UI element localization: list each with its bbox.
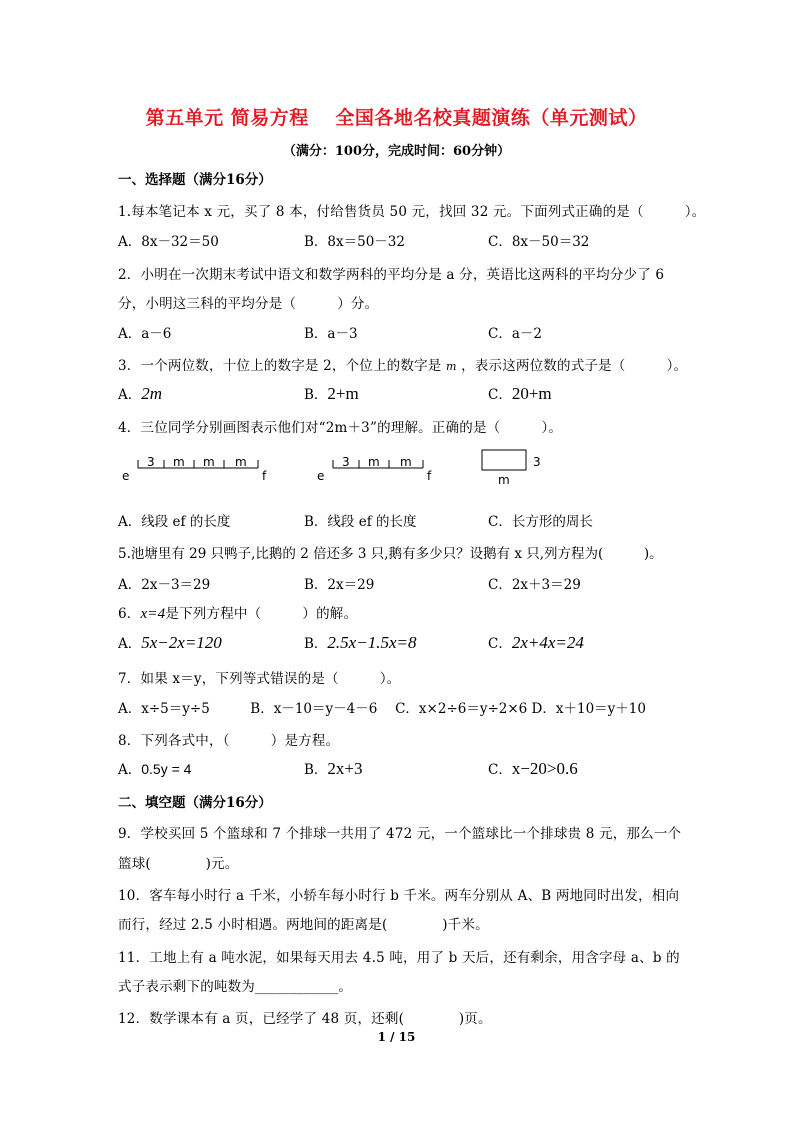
question-4: 4．三位同学分别画图表示他们对“2m＋3”的理解。正确的是（ ）。 [118, 420, 563, 436]
q3-stem-start: 3．一个两位数，十位上的数字是 2，个位上的数字是 [118, 358, 442, 374]
section-heading-fill-in: 二、填空题（满分16分） [118, 795, 272, 811]
q6-a-expr: 5x−2x=120 [141, 633, 222, 652]
question-12: 12．数学课本有 a 页，已经学了 48 页，还剩( )页。 [118, 1011, 492, 1027]
fig2-label-m-1: m [368, 455, 380, 469]
q5-option-b: B．2x＝29 [304, 577, 375, 593]
question-8: 8．下列各式中，（ ）是方程。 [118, 733, 340, 749]
q2-option-a: A．a－6 [118, 326, 172, 342]
q3-option-b: B．2+m [304, 384, 359, 403]
q1-option-b: B．8x＝50－32 [304, 234, 405, 250]
q7-options: A．x÷5＝y÷5 B．x－10＝y－4－6 C．x×2÷6＝y÷2×6 D．x＋10＝y＋10 [118, 701, 646, 717]
question-1: 1.每本笔记本 x 元，买了 8 本，付给售货员 50 元，找回 32 元。下面列式正确的是（ ）。 [118, 204, 706, 220]
q4-option-b: B．线段 ef 的长度 [304, 514, 417, 530]
question-2-line-2: 分，小明这三科的平均分是（ ）分。 [118, 296, 379, 312]
fig2-f-label: f [427, 469, 432, 483]
page-title: 第五单元 简易方程 全国各地名校真题演练（单元测试） [145, 107, 648, 129]
q4-figure-2 [315, 448, 445, 488]
fig1-f-label: f [262, 469, 267, 483]
q3-option-c: C．20+m [488, 384, 552, 403]
section-heading-choice: 一、选择题（满分16分） [118, 172, 272, 188]
q8-option-a: A．0.5y = 4 [118, 761, 192, 778]
q8-b-expr: 2x+3 [327, 759, 363, 778]
question-9-line-1: 9．学校买回 5 个篮球和 7 个排球一共用了 472 元，一个篮球比一个排球贵 8 元，那么一个 [118, 826, 682, 842]
exam-info: （满分：100分，完成时间：60分钟） [282, 144, 511, 159]
fig3-side-label: 3 [533, 455, 541, 469]
q2-option-c: C．a－2 [488, 326, 542, 342]
question-11-line-1: 11．工地上有 a 吨水泥，如果每天用去 4.5 吨，用了 b 天后，还有剩余，用含字母 a、b 的 [118, 950, 680, 966]
question-2-line-1: 2．小明在一次期末考试中语文和数学两科的平均分是 a 分，英语比这两科的平均分少了 6 [118, 267, 665, 283]
question-7: 7．如果 x＝y，下列等式错误的是（ ）。 [118, 671, 401, 687]
fig2-label-3: 3 [342, 455, 350, 469]
fig2-label-m-2: m [400, 455, 412, 469]
question-10-line-2: 而行，经过 2.5 小时相遇。两地间的距离是( )千米。 [118, 917, 489, 933]
q3-option-a: A．2m [118, 384, 163, 403]
q3-stem-end: ，表示这两位数的式子是（ ）。 [461, 358, 688, 374]
q4-option-c: C．长方形的周长 [488, 514, 593, 530]
q3-a-expr: 2m [141, 384, 163, 403]
q1-option-c: C．8x－50＝32 [488, 234, 590, 250]
q5-option-a: A．2x－3＝29 [118, 577, 211, 593]
question-5: 5.池塘里有 29 只鸭子,比鹅的 2 倍还多 3 只,鹅有多少只？设鹅有 x 只,列方程为( )。 [118, 546, 663, 562]
q3-variable: m [445, 360, 457, 373]
q5-option-c: C．2x＋3＝29 [488, 577, 581, 593]
question-3 [118, 354, 687, 374]
fig1-label-m-1: m [173, 455, 185, 469]
q6-b-expr: 2.5x−1.5x=8 [327, 633, 417, 652]
fig1-label-m-2: m [203, 455, 215, 469]
q8-option-b: B．2x+3 [304, 759, 363, 778]
q2-option-b: B．a－3 [304, 326, 358, 342]
fig1-label-3: 3 [147, 455, 155, 469]
q3-b-expr: 2+m [327, 384, 359, 403]
q4-option-a: A．线段 ef 的长度 [118, 514, 231, 530]
question-10-line-1: 10．客车每小时行 a 千米，小轿车每小时行 b 千米。两车分别从 A、B 两地同时出发，相向 [118, 888, 680, 904]
page-number: 1 / 15 [377, 1030, 416, 1044]
fig2-e-label: e [317, 469, 325, 483]
question-6: 6．x=4是下列方程中（ ）的解。 [118, 606, 358, 622]
q6-stem-math: x=4 [140, 606, 166, 622]
q3-c-expr: 20+m [511, 384, 552, 403]
q6-option-a: A．5x−2x=120 [118, 633, 222, 652]
q6-c-expr: 2x+4x=24 [511, 633, 584, 652]
q6-option-c: C．2x+4x=24 [488, 633, 584, 652]
fig3-bottom-label: m [498, 473, 510, 487]
q6-option-b: B．2.5x−1.5x=8 [304, 633, 417, 652]
question-11-line-2: 式子表示剩下的吨数为____________。 [118, 979, 353, 995]
q4-figure-3-rectangle [480, 446, 560, 488]
fig1-label-m-3: m [235, 455, 247, 469]
q8-a-expr: 0.5y = 4 [141, 761, 192, 777]
q1-option-a: A．8x－32＝50 [118, 234, 219, 250]
fig1-e-label: e [122, 469, 130, 483]
question-9-line-2: 篮球( )元。 [118, 856, 239, 872]
q8-option-c: C．x−20>0.6 [488, 759, 578, 778]
q8-c-expr: x−20>0.6 [511, 759, 578, 778]
q4-figure-1 [120, 448, 280, 488]
